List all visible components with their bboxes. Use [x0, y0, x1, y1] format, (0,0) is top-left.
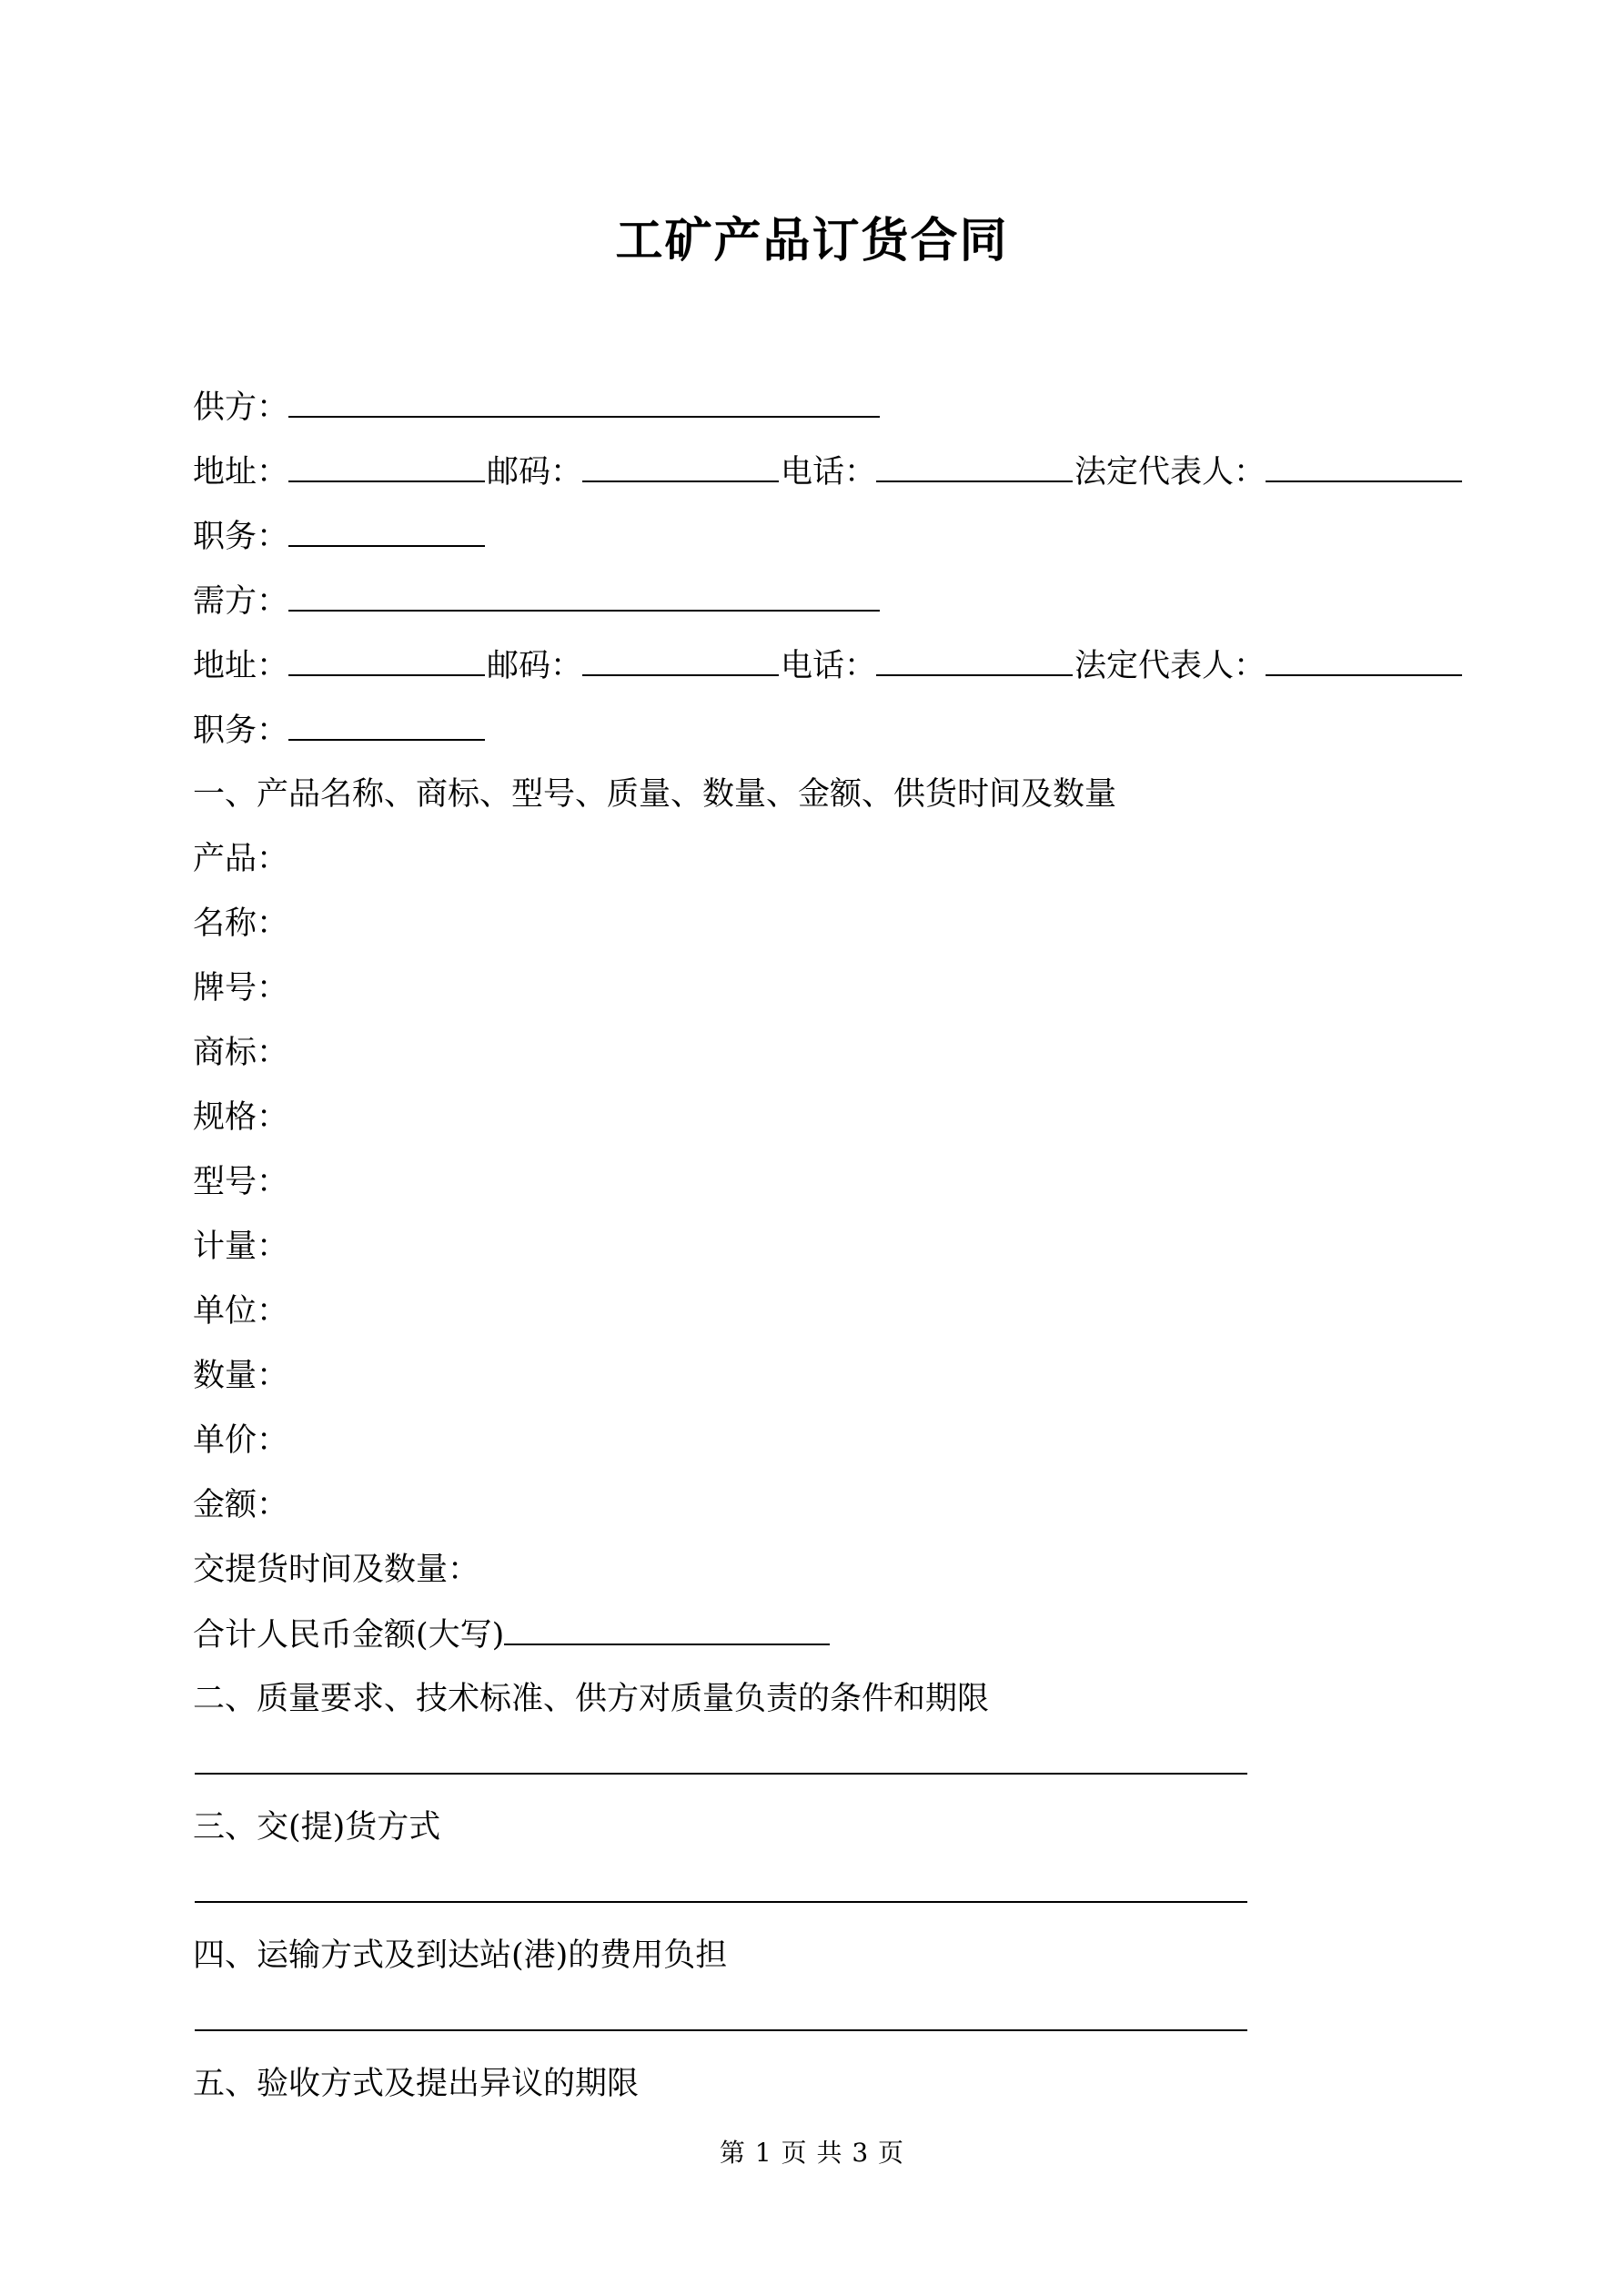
buyer-address-label: 地址： — [193, 648, 289, 684]
field-trademark: 商标： — [193, 1035, 289, 1071]
buyer-postcode-field[interactable] — [582, 643, 779, 676]
buyer-line — [193, 579, 882, 622]
field-quantity: 数量： — [193, 1358, 289, 1394]
total-amount-label: 合计人民币金额(大写) — [193, 1617, 505, 1654]
field-brand-no: 牌号： — [193, 970, 289, 1006]
buyer-address-field[interactable] — [288, 643, 485, 676]
document-title: 工矿产品订货合同 — [615, 213, 1009, 268]
section5-heading: 五、验收方式及提出异议的期限 — [193, 2066, 640, 2102]
supplier-postcode-field[interactable] — [582, 450, 779, 482]
buyer-contact-line — [193, 643, 1464, 687]
supplier-legal-rep-label: 法定代表人： — [1074, 454, 1266, 491]
buyer-position-label: 职务： — [193, 713, 289, 749]
buyer-phone-field[interactable] — [876, 643, 1073, 676]
supplier-phone-field[interactable] — [876, 450, 1073, 482]
field-name: 名称： — [193, 905, 289, 942]
field-measure: 计量： — [193, 1229, 289, 1265]
supplier-position-label: 职务： — [193, 519, 289, 555]
buyer-legal-rep-field[interactable] — [1266, 643, 1462, 676]
field-delivery-time: 交提货时间及数量： — [193, 1552, 480, 1588]
buyer-legal-rep-label: 法定代表人： — [1074, 648, 1266, 684]
buyer-phone-label: 电话： — [781, 648, 877, 684]
section2-blank-line[interactable] — [195, 1773, 1247, 1775]
supplier-position-line — [193, 514, 487, 558]
supplier-phone-label: 电话： — [781, 454, 877, 491]
section3-blank-line[interactable] — [195, 1901, 1247, 1903]
section1-heading: 一、产品名称、商标、型号、质量、数量、金额、供货时间及数量 — [193, 776, 1117, 813]
supplier-postcode-label: 邮码： — [487, 454, 583, 491]
buyer-position-field[interactable] — [288, 708, 485, 741]
section4-heading: 四、运输方式及到达站(港)的费用负担 — [193, 1937, 728, 1974]
field-amount: 金额： — [193, 1487, 289, 1523]
field-product: 产品： — [193, 841, 289, 877]
supplier-legal-rep-field[interactable] — [1266, 450, 1462, 482]
section2-heading: 二、质量要求、技术标准、供方对质量负责的条件和期限 — [193, 1681, 990, 1717]
field-unit: 单位： — [193, 1293, 289, 1330]
supplier-line — [193, 385, 882, 429]
field-spec: 规格： — [193, 1099, 289, 1136]
total-amount-field[interactable] — [504, 1613, 830, 1645]
field-model: 型号： — [193, 1164, 289, 1200]
section4-blank-line[interactable] — [195, 2029, 1247, 2031]
supplier-address-field[interactable] — [288, 450, 485, 482]
buyer-name-field[interactable] — [288, 579, 880, 612]
supplier-address-label: 地址： — [193, 454, 289, 491]
field-unit-price: 单价： — [193, 1422, 289, 1459]
buyer-label: 需方： — [193, 583, 289, 620]
supplier-label: 供方： — [193, 389, 289, 426]
section3-heading: 三、交(提)货方式 — [193, 1809, 441, 1846]
buyer-position-line — [193, 708, 487, 752]
total-amount-line — [193, 1613, 832, 1656]
page-footer: 第 1 页 共 3 页 — [719, 2138, 905, 2168]
supplier-contact-line — [193, 450, 1464, 493]
buyer-postcode-label: 邮码： — [487, 648, 583, 684]
supplier-name-field[interactable] — [288, 385, 880, 418]
supplier-position-field[interactable] — [288, 514, 485, 547]
